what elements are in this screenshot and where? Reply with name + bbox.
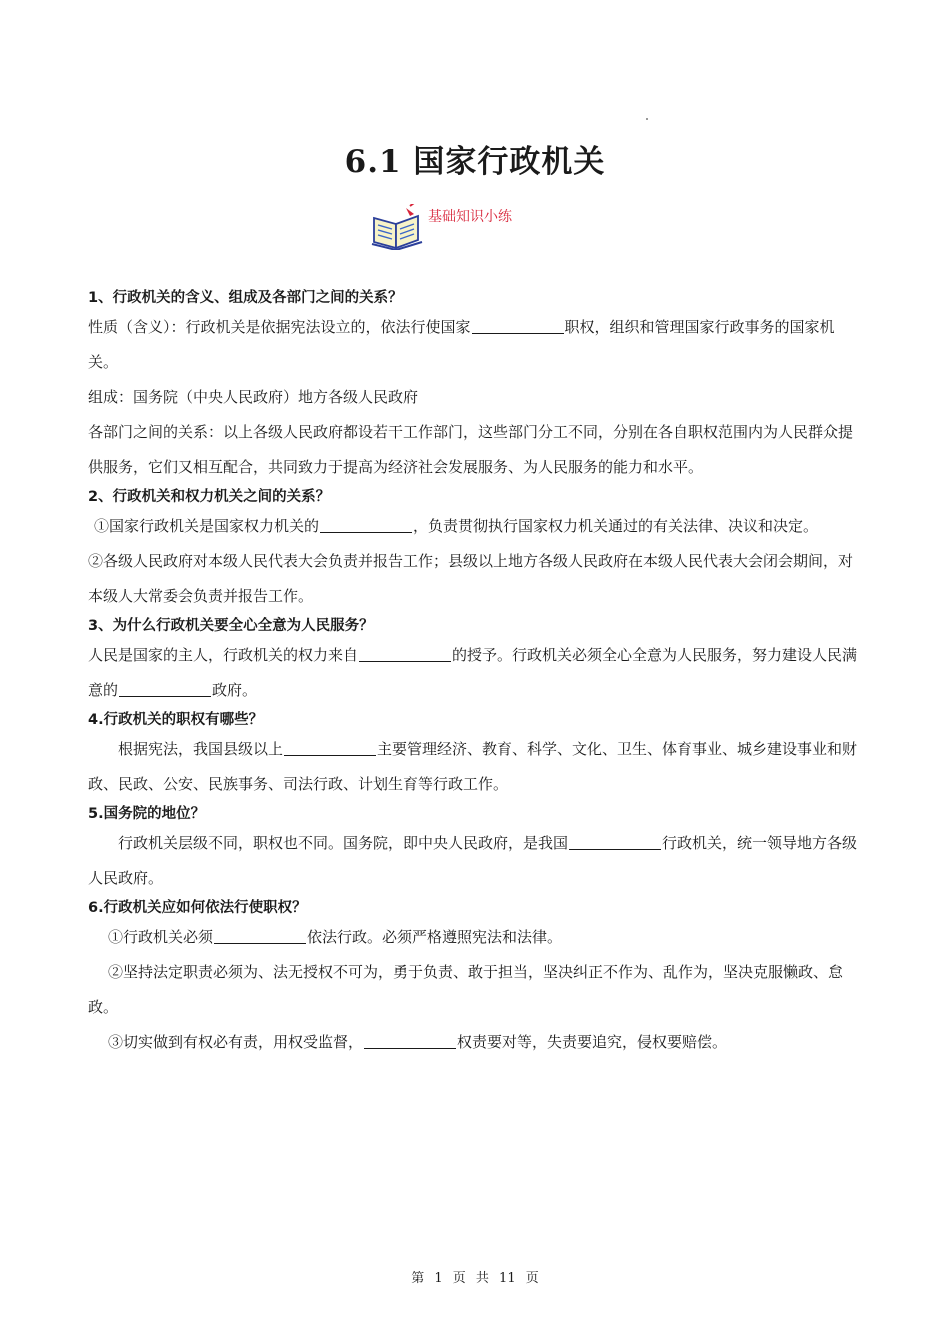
answer-line: 性质（含义）：行政机关是依据宪法设立的，依法行使国家 职权，组织和管理国家行政事务的国家机关。 [88,318,835,371]
question-3: 3、为什么行政机关要全心全意为人民服务？ [88,618,374,634]
fill-blank[interactable] [284,740,376,756]
question-1: 1、行政机关的含义、组成及各部门之间的关系？ [88,290,403,306]
fill-blank[interactable] [214,928,306,944]
page-footer: 第 1 页 共 11 页 [411,1271,539,1286]
fill-blank[interactable] [320,517,412,533]
answer-line: ②各级人民政府对本级人民代表大会负责并报告工作；县级以上地方各级人民政府在本级人民代表大会闭会期间，对本级人大常委会负责并报告工作。 [88,552,854,605]
fill-blank[interactable] [364,1033,456,1049]
answer-line: 人民是国家的主人，行政机关的权力来自 的授予。行政机关必须全心全意为人民服务，努力建设人民满意的 政府。 [88,646,858,699]
answer-line: 行政机关层级不同，职权也不同。国务院，即中央人民政府，是我国 行政机关，统一领导地方各级人民政府。 [88,834,858,887]
answer-line: 根据宪法，我国县级以上 主要管理经济、教育、科学、文化、卫生、体育事业、城乡建设事业和财政、民政、公安、民族事务、司法行政、计划生育等行政工作。 [88,740,858,793]
answer-line: 组成：国务院（中央人民政府）地方各级人民政府 [88,388,419,406]
stray-dot [646,118,648,120]
answer-line: ③切实做到有权必有责，用权受监督， 权责要对等，失责要追究，侵权要赔偿。 [108,1033,728,1051]
fill-blank[interactable] [359,646,451,662]
page-title: 6.1 国家行政机关 [344,144,606,180]
fill-blank[interactable] [119,681,211,697]
question-2: 2、行政机关和权力机关之间的关系？ [88,489,331,505]
answer-line: 各部门之间的关系：以上各级人民政府都设若干工作部门，这些部门分工不同，分别在各自职权范围内为人民群众提供服务，它们又相互配合，共同致力于提高为经济社会发展服务、为人民服务的能力和水平。 [88,423,854,476]
question-5: 5.国务院的地位？ [88,806,206,822]
fill-blank[interactable] [472,318,564,334]
section-badge [370,200,570,252]
question-4: 4.行政机关的职权有哪些？ [88,712,264,728]
fill-blank[interactable] [569,834,661,850]
question-6: 6.行政机关应如何依法行使职权？ [88,900,307,916]
worksheet-content [88,288,864,1060]
answer-line: ②坚持法定职责必须为、法无授权不可为，勇于负责、敢于担当，坚决纠正不作为、乱作为，坚决克服懒政、怠政。 [88,963,844,1016]
answer-line: ①行政机关必须 依法行政。必须严格遵照宪法和法律。 [108,928,563,946]
open-book-icon [370,204,424,250]
answer-line: ①国家行政机关是国家权力机关的 ，负责贯彻执行国家权力机关通过的有关法律、决议和决定。 [94,517,819,535]
badge-label: 基础知识小练 [428,209,512,225]
